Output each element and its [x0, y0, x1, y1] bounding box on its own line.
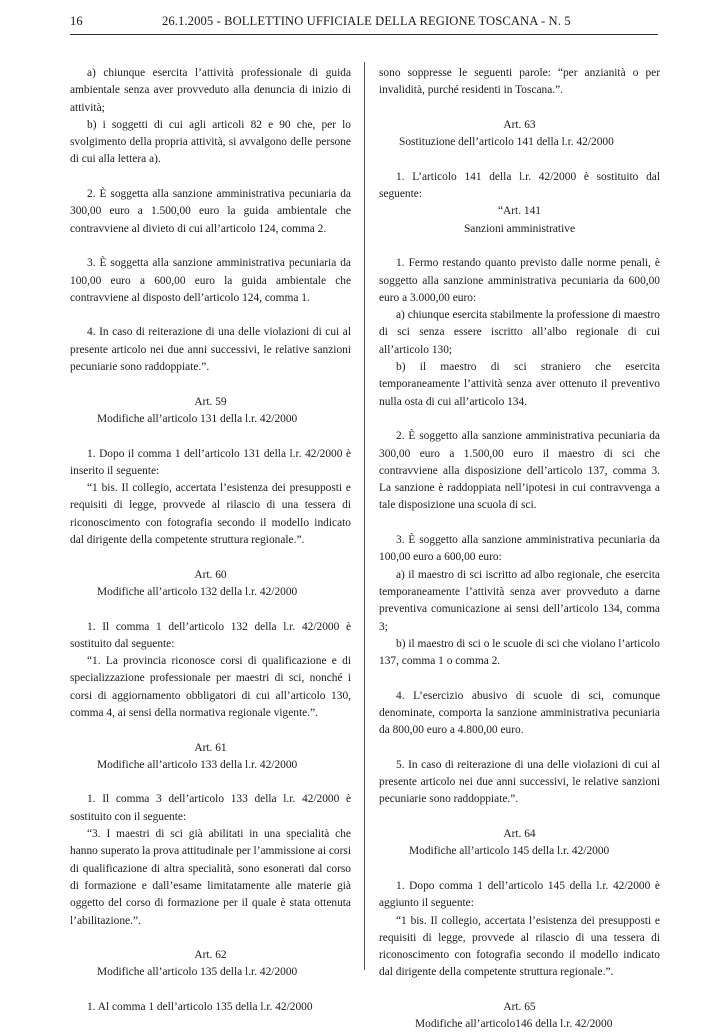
paragraph: sono soppresse le seguenti parole: “per anzianità o per invalidità, purché residenti in Toscana.”. [379, 67, 660, 97]
article-subtitle: Modifiche all’articolo 132 della l.r. 42/2000 [97, 585, 298, 598]
article-subtitle: Modifiche all’articolo146 della l.r. 42/2000 [415, 1018, 613, 1031]
paragraph: “1 bis. Il collegio, accertata l’esistenza dei presupposti e requisiti di legge, provvede al rilascio di una tessera di riconoscimento con fotografia secondo il modello indicato dal dirigente della competente struttura regionale.”. [379, 914, 660, 979]
paragraph: 4. In caso di reiterazione di una delle violazioni di cui al presente articolo nei due anni successivi, le relative sanzioni pecuniarie sono raddoppiate.”. [70, 326, 351, 374]
paragraph: 1. L’articolo 141 della l.r. 42/2000 è sostituito dal seguente: [379, 170, 660, 201]
article-subtitle: Modifiche all’articolo 131 della l.r. 42/2000 [97, 412, 298, 425]
paragraph: 1. Dopo comma 1 dell’articolo 145 della l.r. 42/2000 è aggiunto il seguente: [379, 879, 660, 910]
paragraph: b) il maestro di sci o le scuole di sci che violano l’articolo 137, comma 1 o comma 2. [379, 637, 660, 668]
paragraph: 5. In caso di reiterazione di una delle violazioni di cui al presente articolo nei due anni successivi, le relative sanzioni pecuniarie sono raddoppiate.”. [379, 758, 660, 806]
article-title: Art. 62 [194, 949, 227, 962]
paragraph: “1 bis. Il collegio, accertata l’esistenza dei presupposti e requisiti di legge, provvede al rilascio di una tessera di riconoscimento con fotografia secondo il modello indicato dal dirigente della competente struttura regionale.”. [70, 482, 351, 547]
page-number: 16 [70, 14, 83, 28]
header-rule [70, 34, 658, 35]
left-column [70, 65, 351, 1016]
paragraph: 1. Il comma 3 dell’articolo 133 della l.r. 42/2000 è sostituito con il seguente: [70, 793, 351, 823]
right-column [379, 65, 660, 1034]
paragraph: 2. È soggetta alla sanzione amministrativa pecuniaria da 300,00 euro a 1.500,00 euro la guida ambientale che contravviene al divieto di cui all’articolo 124, comma 2. [70, 188, 351, 235]
article-title: Art. 61 [194, 741, 227, 754]
article-title: Art. 60 [194, 568, 227, 581]
paragraph: b) i soggetti di cui agli articoli 82 e 90 che, per lo svolgimento della propria attività, si avvalgono delle persone di cui alla lettera a). [70, 118, 351, 166]
running-title: 26.1.2005 - BOLLETTINO UFFICIALE DELLA REGIONE TOSCANA - N. 5 [162, 14, 571, 28]
article-title: Art. 63 [503, 118, 536, 131]
paragraph: a) il maestro di sci iscritto ad albo regionale, che esercita temporaneamente l’attività senza aver provveduto a darne preventiva comunicazione ai sensi dell’articolo 134, comma 3; [379, 568, 660, 633]
article-title: Art. 64 [503, 828, 536, 841]
paragraph: 3. È soggetto alla sanzione amministrativa pecuniaria da 100,00 euro a 600,00 euro: [379, 534, 660, 564]
paragraph: a) chiunque esercita l’attività professionale di guida ambientale senza aver provveduto alla denuncia di inizio di attività; [70, 67, 351, 114]
paragraph: 1. Dopo il comma 1 dell’articolo 131 della l.r. 42/2000 è inserito il seguente: [70, 447, 351, 477]
paragraph: 2. È soggetto alla sanzione amministrativa pecuniaria da 300,00 euro a 1.500,00 euro il maestro di sci che contravviene alla disposizione dell’articolo 137, comma 3. La sanzione è raddoppiata nell’ipotesi in cui contravvenga a tale disposizione una scuola di sci. [379, 430, 660, 512]
article-title: Art. 59 [194, 395, 227, 408]
article-subtitle: Sostituzione dell’articolo 141 della l.r. 42/2000 [399, 136, 614, 149]
article-subtitle: Modifiche all’articolo 135 della l.r. 42/2000 [97, 966, 298, 979]
quoted-article-title: “Art. 141 [497, 205, 542, 218]
paragraph: 4. L’esercizio abusivo di scuole di sci, comunque denominate, comporta la sanzione amministrativa pecuniaria da 800,00 euro a 4.800,00 euro. [379, 689, 660, 737]
column-divider [364, 62, 365, 970]
paragraph: 3. È soggetta alla sanzione amministrativa pecuniaria da 100,00 euro a 600,00 euro la guida ambientale che contravviene al disposto dell’articolo 124, comma 1. [70, 257, 351, 304]
paragraph: 1. Il comma 1 dell’articolo 132 della l.r. 42/2000 è sostituito dal seguente: [70, 620, 351, 650]
paragraph: a) chiunque esercita stabilmente la professione di maestro di sci senza essere iscritto all’albo regionale di cui all’articolo 130; [379, 309, 660, 356]
article-title: Art. 65 [503, 1001, 536, 1014]
paragraph: “3. I maestri di sci già abilitati in una specialità che hanno superato la prova attitudinale per l’ammissione ai corsi di qualificazione di altra specialità, sono esonerati dal corso di formazione e dall’esame limitatamente alle materie già oggetto del corso di formazione per il quale è stata ottenuta l’abilitazione.”. [70, 828, 351, 927]
quoted-article-subtitle: Sanzioni amministrative [463, 222, 576, 235]
article-subtitle: Modifiche all’articolo 133 della l.r. 42/2000 [97, 758, 298, 771]
paragraph: 1. Fermo restando quanto previsto dalle norme penali, è soggetto alla sanzione amministrativa pecuniaria da 600,00 euro a 3.000,00 euro: [379, 257, 660, 304]
paragraph: b) il maestro di sci straniero che esercita temporaneamente l’attività senza aver ottenuto il preventivo nulla osta di cui all’articolo 134. [379, 361, 660, 408]
page-header [70, 14, 658, 34]
paragraph: 1. Al comma 1 dell’articolo 135 della l.r. 42/2000 [87, 1001, 313, 1014]
paragraph: “1. La provincia riconosce corsi di qualificazione e di specializzazione professionale per maestri di sci, nonché i corsi di aggiornamento obbligatori di cui all’articolo 130, comma 4, ai sensi della normativa regionale vigente.”. [70, 655, 351, 719]
article-subtitle: Modifiche all’articolo 145 della l.r. 42/2000 [409, 845, 610, 858]
